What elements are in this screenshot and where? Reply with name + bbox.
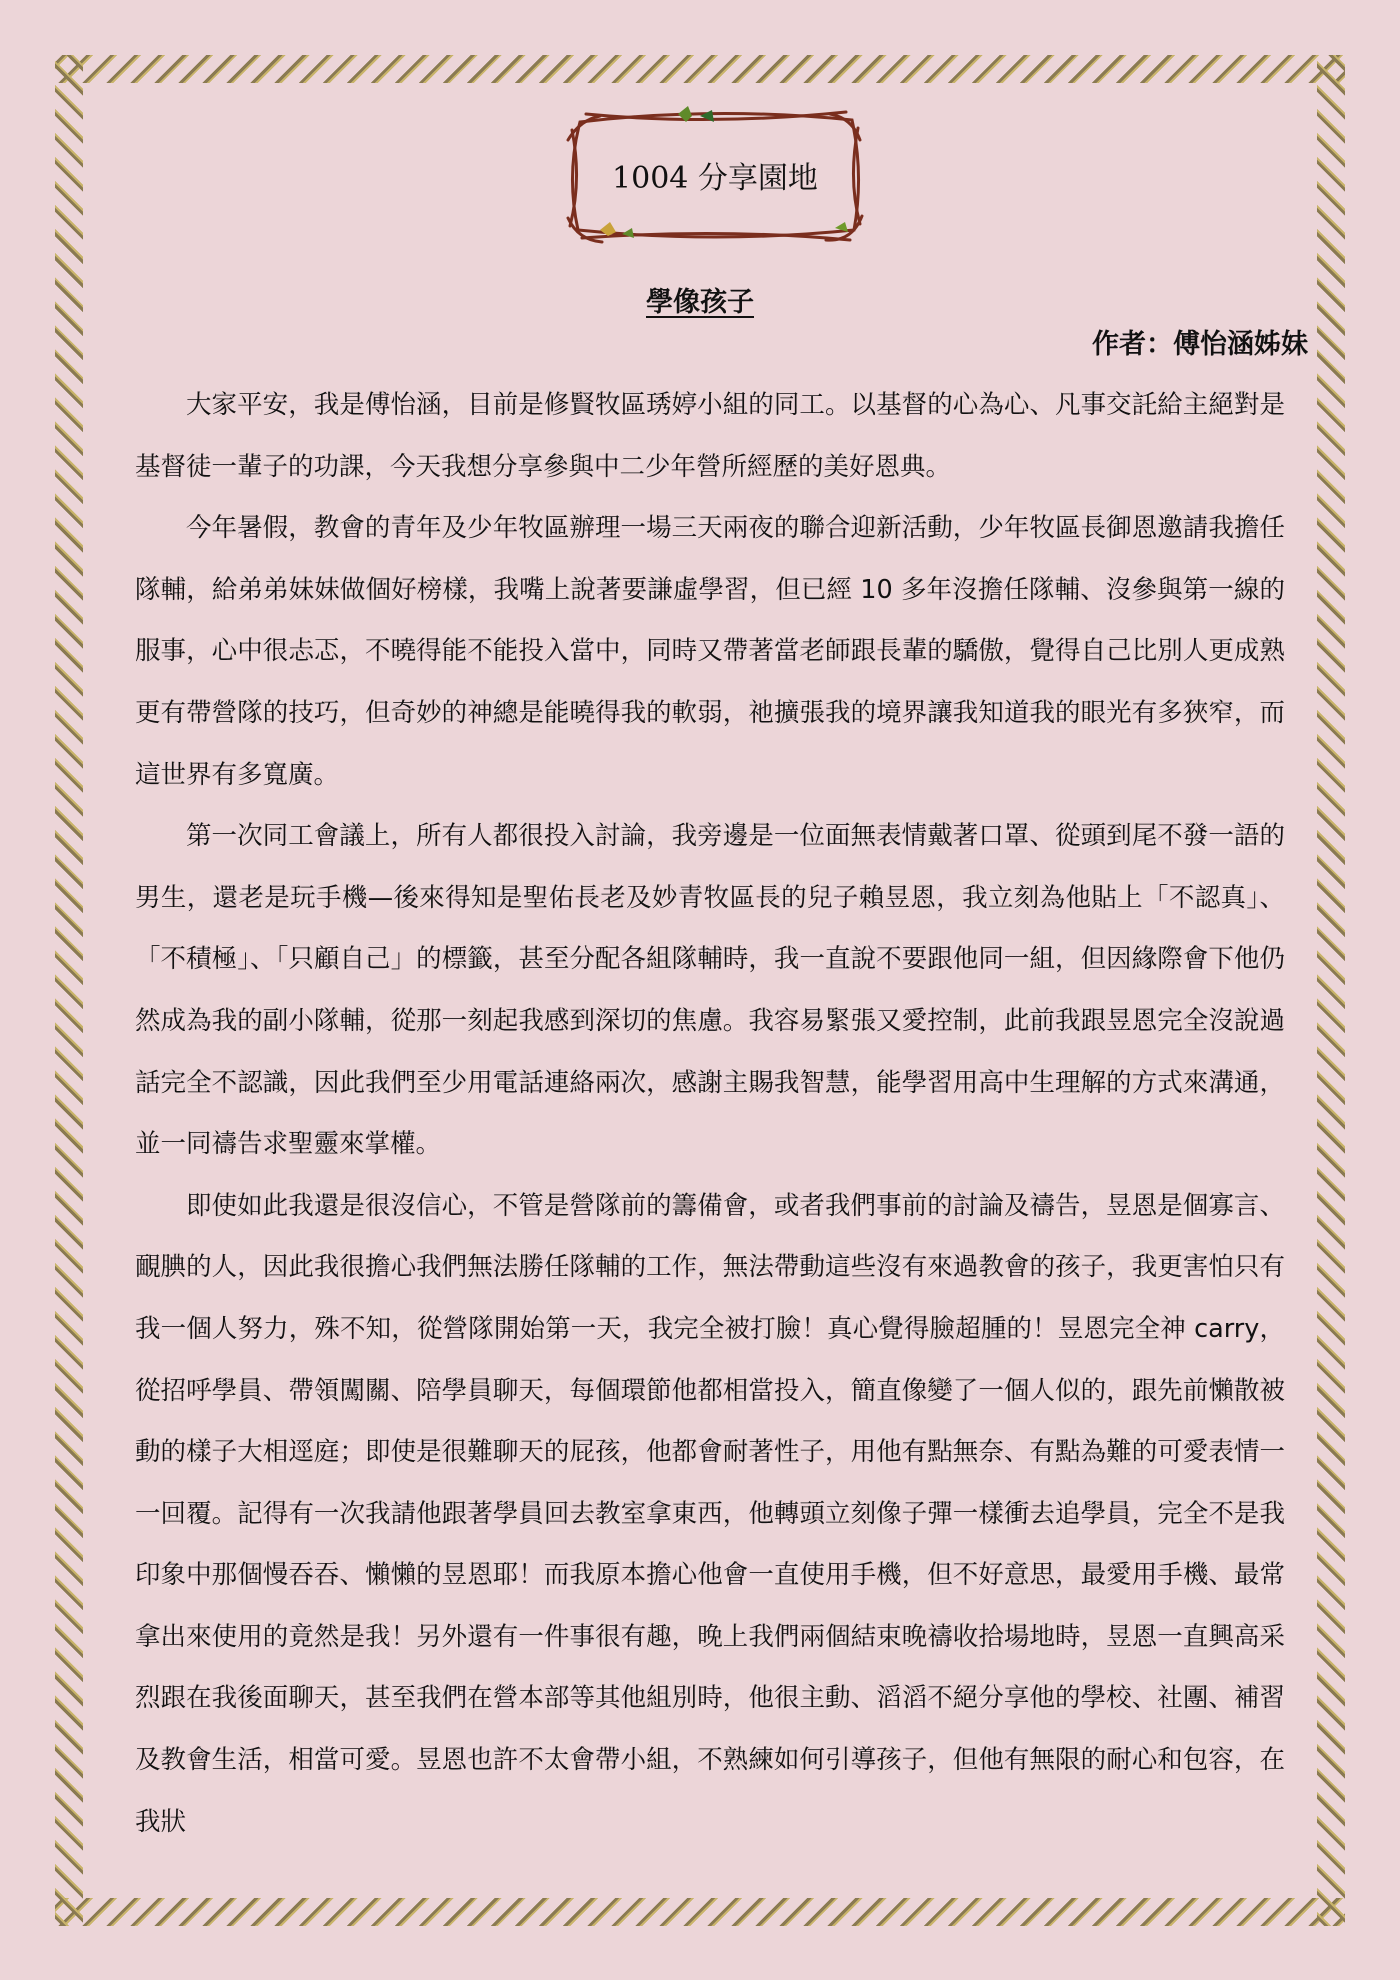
paragraph: 大家平安，我是傅怡涵，目前是修賢牧區琇婷小組的同工。以基督的心為心、凡事交託給主絕對是基督徒一輩子的功課，今天我想分享參與中二少年營所經歷的美好恩典。	[135, 390, 1285, 482]
paragraph: 今年暑假，教會的青年及少年牧區辦理一場三天兩夜的聯合迎新活動，少年牧區長御恩邀請我擔任隊輔，給弟弟妹妹做個好榜樣，我嘴上說著要謙虛學習，但已經 10 多年沒擔任隊輔、沒參與第一線的服事，心中很忐忑，不曉得能不能投入當中，同時又帶著當老師跟長輩的驕傲，覺得自己比別人更成熟更有帶營隊的技巧，但奇妙的神總是能曉得我的軟弱，祂擴張我的境界讓我知道我的眼光有多狹窄，而這世界有多寬廣。	[135, 513, 1285, 790]
page-border-right	[1317, 55, 1345, 1926]
page-border-top	[55, 55, 1345, 83]
article-title-row	[0, 280, 1400, 319]
page-border-left	[55, 55, 83, 1926]
page-border-bottom	[55, 1898, 1345, 1926]
article-author: 作者：傅怡涵姊妹	[1092, 329, 1308, 360]
paragraph: 即使如此我還是很沒信心，不管是營隊前的籌備會，或者我們事前的討論及禱告，昱恩是個寡言、靦腆的人，因此我很擔心我們無法勝任隊輔的工作，無法帶動這些沒有來過教會的孩子，我更害怕只有我一個人努力，殊不知，從營隊開始第一天，我完全被打臉！真心覺得臉超腫的！昱恩完全神 carry，從招呼學員、帶領闖關、陪學員聊天，每個環節他都相當投入，簡直像變了一個人似的，跟先前懶散被動的樣子大相逕庭；即使是很難聊天的屁孩，他都會耐著性子，用他有點無奈、有點為難的可愛表情一一回覆。記得有一次我請他跟著學員回去教室拿東西，他轉頭立刻像子彈一樣衝去追學員，完全不是我印象中那個慢吞吞、懶懶的昱恩耶！而我原本擔心他會一直使用手機，但不好意思，最愛用手機、最常拿出來使用的竟然是我！另外還有一件事很有趣，晚上我們兩個結束晚禱收拾場地時，昱恩一直興高采烈跟在我後面聊天，甚至我們在營本部等其他組別時，他很主動、滔滔不絕分享他的學校、社團、補習及教會生活，相當可愛。昱恩也許不太會帶小組，不熟練如何引導孩子，但他有無限的耐心和包容，在我狀	[135, 1190, 1285, 1837]
paragraph: 第一次同工會議上，所有人都很投入討論，我旁邊是一位面無表情戴著口罩、從頭到尾不發一語的男生，還老是玩手機—後來得知是聖佑長老及妙青牧區長的兒子賴昱恩，我立刻為他貼上「不認真」、「不積極」、「只顧自己」的標籤，甚至分配各組隊輔時，我一直說不要跟他同一組，但因緣際會下他仍然成為我的副小隊輔，從那一刻起我感到深切的焦慮。我容易緊張又愛控制，此前我跟昱恩完全沒說過話完全不認識，因此我們至少用電話連絡兩次，感謝主賜我智慧，能學習用高中生理解的方式來溝通，並一同禱告求聖靈來掌權。	[135, 821, 1285, 1160]
section-title-frame	[560, 100, 870, 250]
article-title: 學像孩子	[646, 287, 754, 318]
article-body	[135, 375, 1285, 1853]
section-title: 1004 分享園地	[612, 161, 818, 196]
